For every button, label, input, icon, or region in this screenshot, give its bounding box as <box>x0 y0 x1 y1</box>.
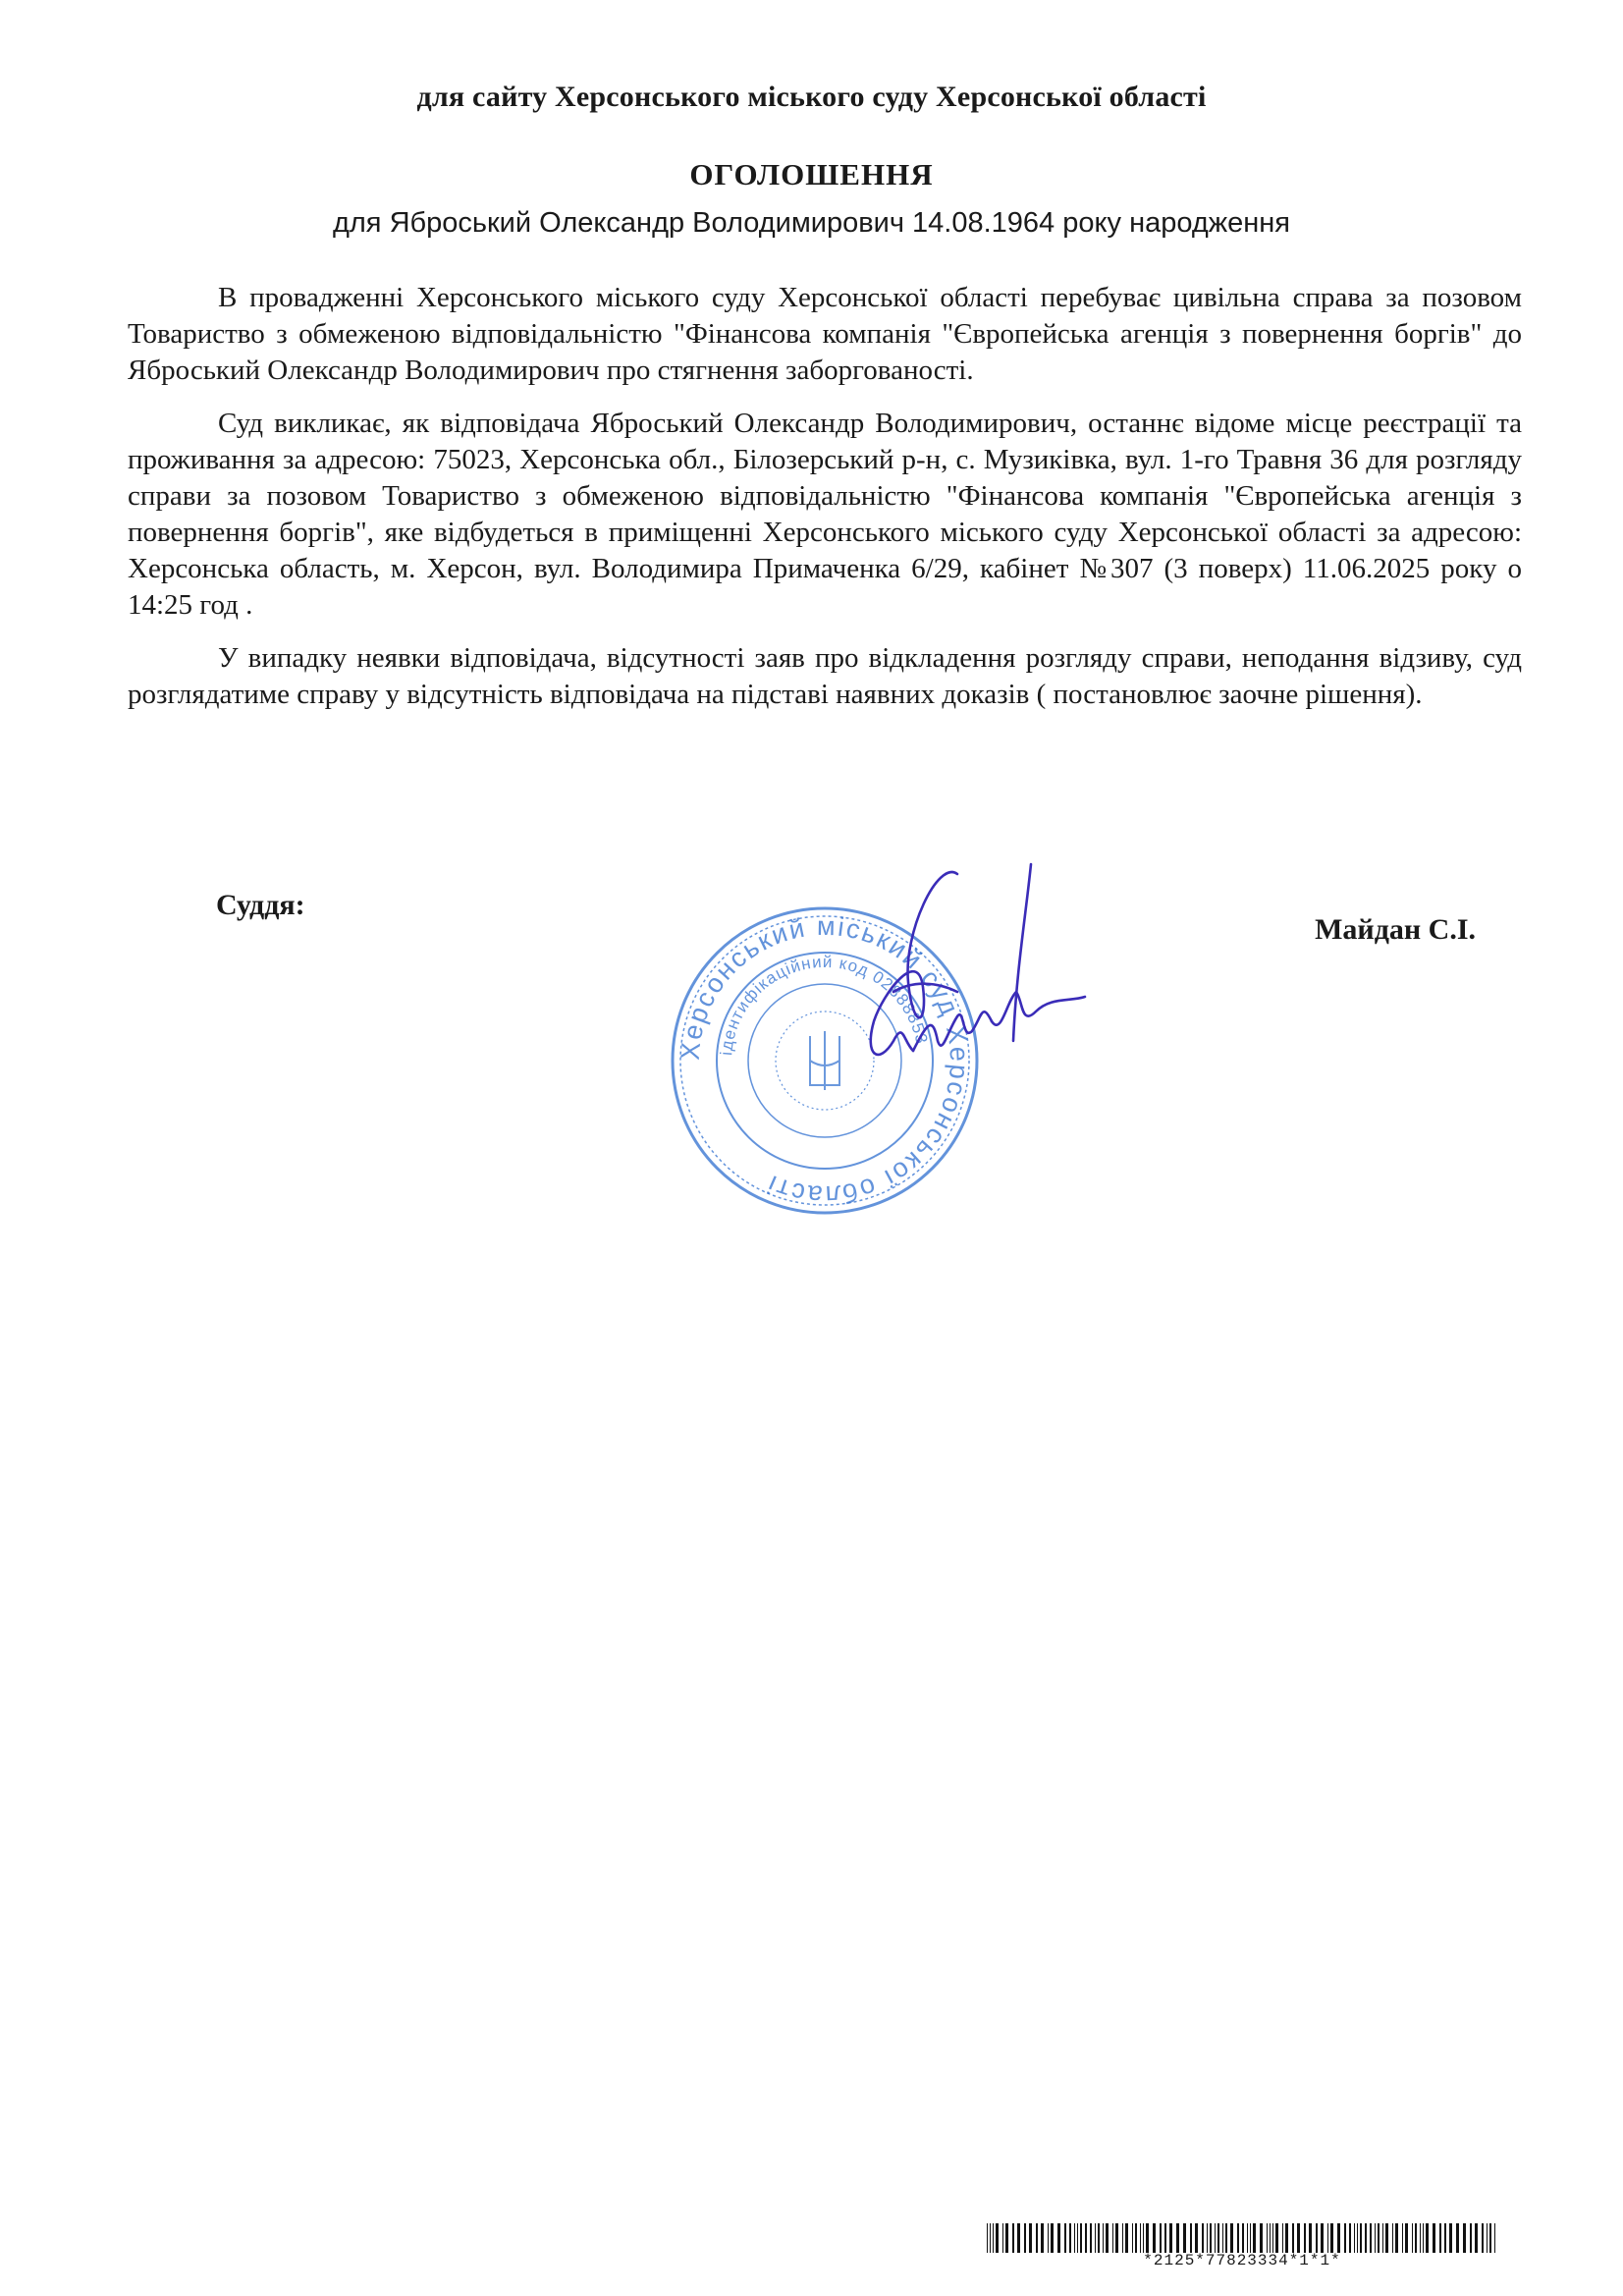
barcode-bar <box>1024 2223 1026 2253</box>
barcode-bar <box>1064 2223 1066 2253</box>
barcode-bar <box>1375 2223 1376 2253</box>
barcode-bar <box>987 2223 988 2253</box>
barcode-bar <box>1048 2223 1049 2253</box>
barcode-bar <box>1415 2223 1417 2253</box>
barcode-bar <box>1057 2223 1060 2253</box>
barcode-bar <box>1051 2223 1054 2253</box>
barcode-bar <box>1267 2223 1268 2253</box>
barcode-bar <box>1285 2223 1288 2253</box>
barcode-bar <box>1402 2223 1403 2253</box>
barcode-bar <box>1456 2223 1459 2253</box>
barcode-bar <box>1360 2223 1362 2253</box>
barcode-bar <box>1337 2223 1340 2253</box>
barcode-bar <box>1494 2223 1495 2253</box>
barcode-bar <box>1412 2223 1413 2253</box>
barcode-bar <box>1463 2223 1466 2253</box>
barcode-bar <box>1122 2223 1123 2253</box>
barcode-bar <box>1095 2223 1096 2253</box>
barcode-bar <box>1327 2223 1328 2253</box>
barcode-bar <box>1125 2223 1128 2253</box>
barcode-bar <box>1405 2223 1408 2253</box>
barcode-bar <box>1385 2223 1388 2253</box>
paragraph-summons: Суд викликає, як відповідача Яброський Олександр Володимирович, останнє відоме місце реєстрації та проживання за адресою: 75023, Херсонська обл., Білозерський р-н, с. Музиківка, вул. 1-го Травня 36 для розгляду справи за позовом Товариство з обмеженою відповідальністю "Фінансова компанія "Європейська агенція з повернення боргів", яке відбудеться в приміщенні Херсонського міського суду Херсонської області за адресою: Херсонська область, м. Херсон, вул. Володимира Примаченка 6/29, кабінет №307 (3 поверх) 11.06.2025 року о 14:25 год . <box>128 408 1522 621</box>
barcode-bar <box>1143 2223 1144 2253</box>
barcode-bar <box>1354 2223 1355 2253</box>
barcode-bar <box>996 2223 999 2253</box>
barcode-bar <box>1378 2223 1380 2253</box>
barcode-bar <box>1005 2223 1008 2253</box>
barcode-bar <box>1260 2223 1263 2253</box>
barcode-bar <box>1330 2223 1333 2253</box>
barcode-bar <box>1215 2223 1216 2253</box>
judge-label: Суддя: <box>216 889 305 921</box>
handwritten-signature <box>756 854 1090 1149</box>
barcode-bar <box>1183 2223 1186 2253</box>
barcode-bar <box>1112 2223 1113 2253</box>
barcode-bar <box>1439 2223 1441 2253</box>
barcode-bar <box>1349 2223 1351 2253</box>
stamp-outer-text: Херсонський міський суд Херсонської області <box>675 910 975 1211</box>
barcode-bar <box>1357 2223 1358 2253</box>
barcode-bar <box>1222 2223 1223 2253</box>
barcode-bar <box>1080 2223 1082 2253</box>
barcode-bar <box>1247 2223 1248 2253</box>
barcode-bar <box>1225 2223 1227 2253</box>
barcode-bar <box>1321 2223 1324 2253</box>
barcode-bar <box>1115 2223 1118 2253</box>
barcode-bar <box>1487 2223 1488 2253</box>
barcode-bar <box>1036 2223 1038 2253</box>
barcode-bar <box>1237 2223 1239 2253</box>
barcode-bar <box>1195 2223 1198 2253</box>
barcode-bar <box>1210 2223 1212 2253</box>
barcode-bar <box>1292 2223 1294 2253</box>
barcode-bar <box>1132 2223 1133 2253</box>
barcode-bar <box>993 2223 994 2253</box>
document-body <box>128 280 1522 730</box>
barcode-bar <box>1304 2223 1306 2253</box>
barcode-bar <box>1230 2223 1233 2253</box>
barcode-bar <box>1253 2223 1256 2253</box>
barcode-bar <box>990 2223 991 2253</box>
barcode-bar <box>1297 2223 1300 2253</box>
barcode-bar <box>1365 2223 1367 2253</box>
barcode-bar <box>1164 2223 1166 2253</box>
barcode-bar <box>1029 2223 1032 2253</box>
barcode-bar <box>1135 2223 1137 2253</box>
barcode-bar <box>1382 2223 1383 2253</box>
barcode-bar <box>1207 2223 1208 2253</box>
stamp-inner-text: ідентифікаційний код 02888853 <box>717 952 932 1057</box>
barcode-bar <box>1017 2223 1020 2253</box>
barcode-bar <box>1270 2223 1271 2253</box>
barcode-bar <box>1190 2223 1192 2253</box>
barcode-bar <box>1272 2223 1273 2253</box>
barcode-bar <box>1169 2223 1172 2253</box>
barcode-bar <box>1146 2223 1149 2253</box>
barcode-bar <box>1090 2223 1092 2253</box>
barcode-bar <box>1103 2223 1104 2253</box>
barcode-bar <box>1202 2223 1204 2253</box>
barcode-bar <box>1106 2223 1109 2253</box>
barcode-bar <box>1250 2223 1251 2253</box>
barcode-bar <box>1309 2223 1312 2253</box>
barcode-code: *2125*77823334*1*1* <box>1143 2252 1341 2269</box>
barcode-bar <box>1140 2223 1141 2253</box>
document-subtitle: для Яброський Олександр Володимирович 14.08.1964 року народження <box>332 207 1291 239</box>
barcode-bar <box>1160 2223 1162 2253</box>
document-header: для сайту Херсонського міського суду Херсонської області <box>416 81 1207 113</box>
barcode-bar <box>1316 2223 1318 2253</box>
barcode-bar <box>1041 2223 1044 2253</box>
barcode <box>987 2223 1497 2253</box>
barcode-bar <box>1069 2223 1071 2253</box>
barcode-bar <box>1475 2223 1478 2253</box>
paragraph-case-info: В провадженні Херсонського міського суду Херсонської області перебуває цивільна справа за позовом Товариство з обмеженою відповідальністю "Фінансова компанія "Європейська агенція з повернення боргів" до Яброський Олександр Володимирович про стягнення заборгованості. <box>128 282 1522 386</box>
paragraph-default-notice: У випадку неявки відповідача, відсутності заяв про відкладення розгляду справи, неподання відзиву, суд розглядатиме справу у відсутність відповідача на підставі наявних доказів ( постановлює заочне рішення). <box>128 642 1522 710</box>
barcode-bar <box>1344 2223 1346 2253</box>
barcode-bar <box>1449 2223 1452 2253</box>
barcode-bar <box>1423 2223 1424 2253</box>
judge-name: Майдан С.І. <box>1315 913 1476 946</box>
barcode-bar <box>1242 2223 1244 2253</box>
barcode-bar <box>1489 2223 1491 2253</box>
barcode-bar <box>1275 2223 1278 2253</box>
barcode-bar <box>1153 2223 1156 2253</box>
barcode-bar <box>1444 2223 1446 2253</box>
barcode-bar <box>1420 2223 1421 2253</box>
barcode-bar <box>1002 2223 1003 2253</box>
barcode-bar <box>1085 2223 1087 2253</box>
document-title: ОГОЛОШЕННЯ <box>689 157 934 191</box>
barcode-bar <box>1433 2223 1435 2253</box>
barcode-bar <box>1098 2223 1100 2253</box>
barcode-bar <box>1392 2223 1393 2253</box>
barcode-bar <box>1282 2223 1283 2253</box>
barcode-bar <box>1074 2223 1075 2253</box>
barcode-bar <box>1470 2223 1472 2253</box>
barcode-bar <box>1426 2223 1429 2253</box>
barcode-bar <box>1217 2223 1219 2253</box>
barcode-bar <box>1370 2223 1372 2253</box>
barcode-bar <box>1395 2223 1398 2253</box>
barcode-bar <box>1176 2223 1179 2253</box>
barcode-bar <box>1077 2223 1078 2253</box>
barcode-bar <box>1482 2223 1484 2253</box>
barcode-bar <box>1012 2223 1014 2253</box>
